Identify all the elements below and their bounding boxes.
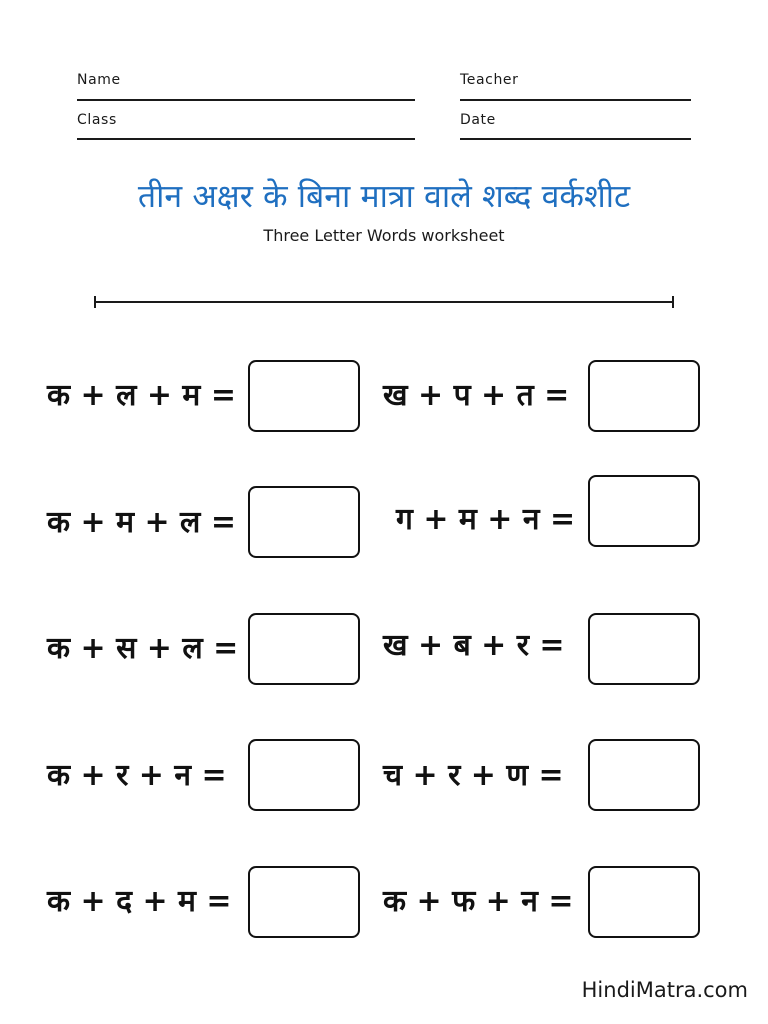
- answer-box-5[interactable]: [248, 613, 360, 685]
- answer-box-10[interactable]: [588, 866, 700, 938]
- teacher-label: Teacher: [460, 72, 519, 88]
- exercise-3: क + म + ल =: [47, 505, 236, 540]
- exercise-2: ख + प + त =: [383, 378, 570, 413]
- name-label: Name: [77, 72, 121, 88]
- exercise-9: क + द + म =: [47, 884, 232, 919]
- date-field[interactable]: [460, 112, 691, 140]
- answer-box-7[interactable]: [248, 739, 360, 811]
- exercise-4: ग + म + न =: [396, 502, 576, 537]
- exercise-10: क + फ + न =: [383, 884, 574, 919]
- teacher-line: [460, 99, 691, 101]
- name-line: [77, 99, 415, 101]
- divider-rule: [94, 301, 674, 303]
- answer-box-1[interactable]: [248, 360, 360, 432]
- exercise-5: क + स + ल =: [47, 631, 239, 666]
- date-label: Date: [460, 112, 496, 128]
- worksheet-title: तीन अक्षर के बिना मात्रा वाले शब्द वर्कशीट: [137, 177, 631, 215]
- class-line: [77, 138, 415, 140]
- answer-box-8[interactable]: [588, 739, 700, 811]
- teacher-field[interactable]: [460, 72, 691, 101]
- name-field[interactable]: [77, 72, 415, 101]
- exercise-7: क + र + न =: [47, 758, 227, 793]
- exercise-1: क + ल + म =: [47, 378, 236, 413]
- answer-box-4[interactable]: [588, 475, 700, 547]
- divider-cap-left: [94, 296, 96, 308]
- date-line: [460, 138, 691, 140]
- class-label: Class: [77, 112, 117, 128]
- exercise-8: च + र + ण =: [383, 758, 564, 793]
- exercise-6: ख + ब + र =: [383, 628, 565, 663]
- answer-box-2[interactable]: [588, 360, 700, 432]
- answer-box-9[interactable]: [248, 866, 360, 938]
- answer-box-3[interactable]: [248, 486, 360, 558]
- answer-box-6[interactable]: [588, 613, 700, 685]
- divider-cap-right: [672, 296, 674, 308]
- class-field[interactable]: [77, 112, 415, 140]
- worksheet-subtitle: Three Letter Words worksheet: [263, 226, 505, 245]
- footer-brand: HindiMatra.com: [581, 978, 748, 1002]
